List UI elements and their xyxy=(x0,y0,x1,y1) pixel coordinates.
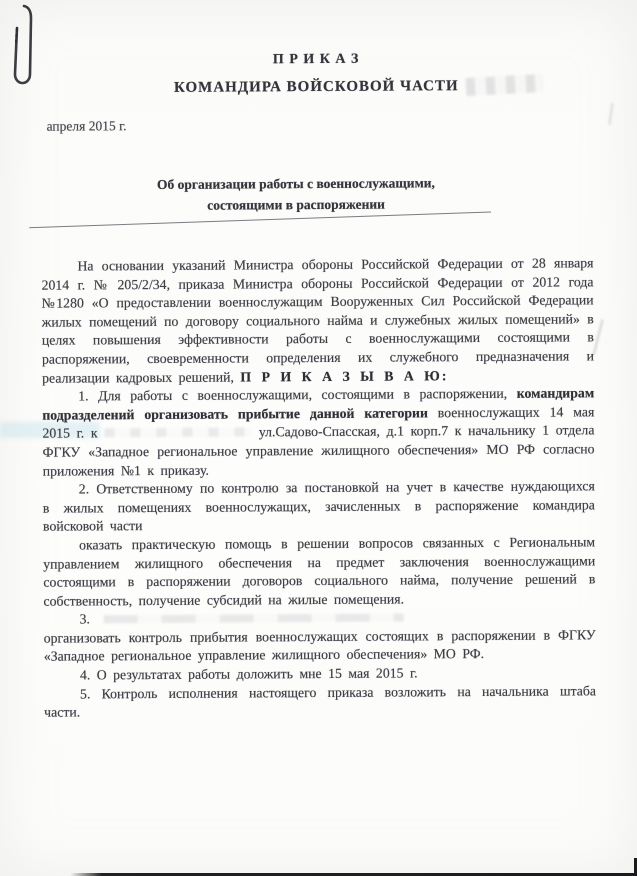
pen-mark-smudge xyxy=(593,319,611,356)
redacted-text-smudge xyxy=(104,614,404,624)
order-item-5: 5. Контроль исполнения настоящего приказа возложить на начальника штаба части. xyxy=(44,682,597,720)
preamble-text: На основании указаний Министра обороны Российской Федерации от 28 января 2014 г. № 205/2/34, приказа Министра обороны Российской Федерации от 2012 года №1280 «О предоставлении военнослужащим Вооруженных Сил Российской Федерации жилых помещений по договору социального найма и служебных жилых помещений» в целях повышения эффективности работы с военнослужащими состоящими в распоряжении, своевременности определения их служебного предназначения и реализации кадровых решений, xyxy=(41,255,595,386)
document-content xyxy=(40,0,596,723)
order-body xyxy=(41,254,596,722)
subject-line-2: состоящими в распоряжении xyxy=(207,196,385,213)
order-item-4: 4. О результатах работы доложить мне 15 мая 2015 г. xyxy=(79,665,418,683)
order-item-1 xyxy=(42,384,595,480)
order-issuer: КОМАНДИРА ВОЙСКОВОЙ ЧАСТИ xyxy=(173,78,459,96)
date-line: апреля 2015 г. xyxy=(46,118,127,134)
order-item-3-paragraph: организовать контроль прибытия военнослужащих состоящих в распоряжении в ФГКУ «Западное региональное управление жилищного обеспечения» МО РФ. xyxy=(43,627,596,665)
order-item-3-number: 3. xyxy=(79,611,90,627)
redacted-text-gap xyxy=(104,428,252,438)
order-item-2-paragraph-1: 2. Ответственному по контролю за постановкой на учет в качестве нуждающихся в жилых помещениях военнослужащих, зачисленных в распоряжение командира войсковой части xyxy=(42,478,595,534)
erased-text-smudge xyxy=(597,101,614,125)
subject-block xyxy=(61,172,531,217)
paperclip-icon xyxy=(6,2,40,107)
subject-line-1: Об организации работы с военнослужащими, xyxy=(156,175,435,192)
item1-text-bold: командирам подразделений организовать прибытие данной категории xyxy=(42,385,595,423)
prikazyvayu-label: П Р И К А З Ы В А Ю: xyxy=(240,367,449,385)
preamble-paragraph xyxy=(41,254,594,388)
item1-text-2: военнослужащих 14 мая 2015 г. к xyxy=(42,404,595,442)
order-title: П Р И К А З xyxy=(272,51,360,68)
item1-text-3: ул.Садово-Спасская, д.1 корп.7 к начальнику 1 отдела ФГКУ «Западное региональное управление жилищного обеспечения» МО РФ согласно приложения №1 к приказу. xyxy=(42,422,595,479)
item1-text-1: 1. Для работы с военнослужащими, состоящими в распоряжении, xyxy=(78,385,517,404)
order-item-2-paragraph-2: оказать практическую помощь в решении вопросов связанных с Региональным управлением жилищного обеспечения на предмет заключения военнослужащими состоящими в распоряжении договоров социального найма, получение решений в собственность, получение субсидий на жилые помещения. xyxy=(43,534,596,609)
